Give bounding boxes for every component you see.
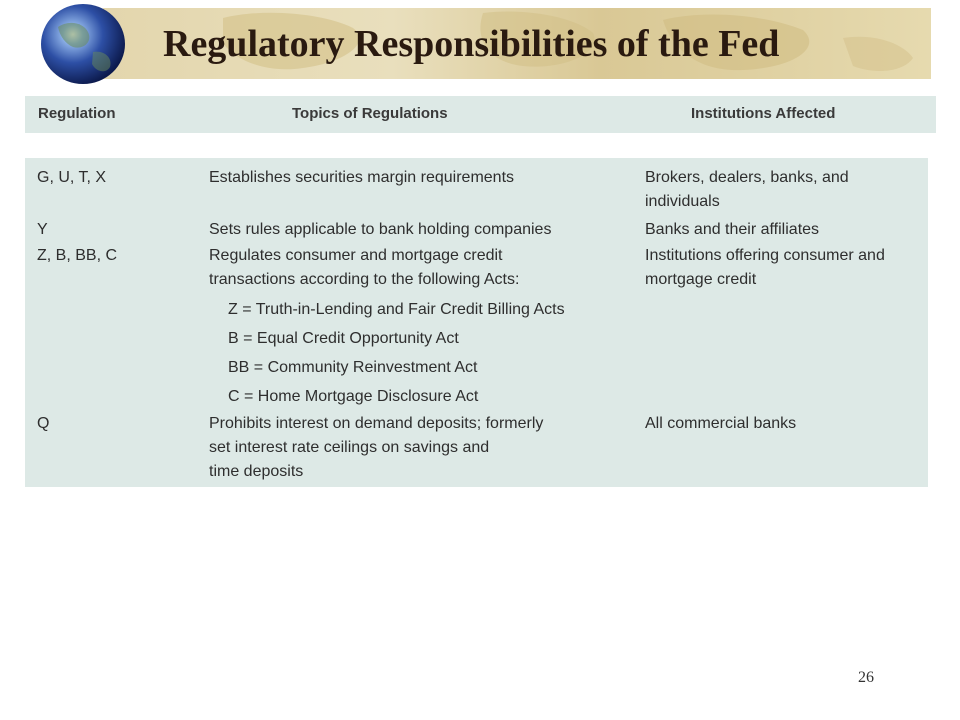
institutions-cell: All commercial banks: [645, 415, 797, 432]
table-row: [37, 166, 106, 190]
header-institutions: Institutions Affected: [691, 105, 836, 122]
act-item: B = Equal Credit Opportunity Act: [228, 330, 459, 347]
act-item: C = Home Mortgage Disclosure Act: [228, 388, 479, 405]
topics-cell: Prohibits interest on demand deposits; formerly set interest rate ceilings on savings and time deposits: [209, 415, 544, 480]
regulation-cell: Y: [37, 221, 48, 238]
header-regulation: Regulation: [38, 105, 116, 122]
globe-icon: [38, 2, 128, 86]
regulation-cell: Z, B, BB, C: [37, 247, 118, 264]
page-number: 26: [858, 669, 874, 686]
topics-cell: Sets rules applicable to bank holding companies: [209, 221, 552, 238]
act-item: Z = Truth-in-Lending and Fair Credit Billing Acts: [228, 301, 565, 318]
topics-cell: Regulates consumer and mortgage credit transactions according to the following Acts:: [209, 247, 520, 288]
table-row: [37, 218, 48, 242]
acts-list: [228, 295, 565, 411]
institutions-cell: Banks and their affiliates: [645, 221, 820, 238]
regulation-cell: Q: [37, 415, 50, 432]
table-body: [25, 158, 928, 487]
act-item: BB = Community Reinvestment Act: [228, 359, 478, 376]
table-row: [37, 244, 117, 268]
table-row: [37, 412, 49, 436]
table-header: [25, 96, 936, 133]
slide-title: Regulatory Responsibilities of the Fed: [163, 23, 780, 65]
institutions-cell: Brokers, dealers, banks, and individuals: [645, 169, 849, 210]
title-banner: [103, 8, 931, 79]
header-topics: Topics of Regulations: [292, 105, 448, 122]
topics-cell: Establishes securities margin requirements: [209, 169, 515, 186]
institutions-cell: Institutions offering consumer and mortgage credit: [645, 247, 885, 288]
regulation-cell: G, U, T, X: [37, 169, 107, 186]
